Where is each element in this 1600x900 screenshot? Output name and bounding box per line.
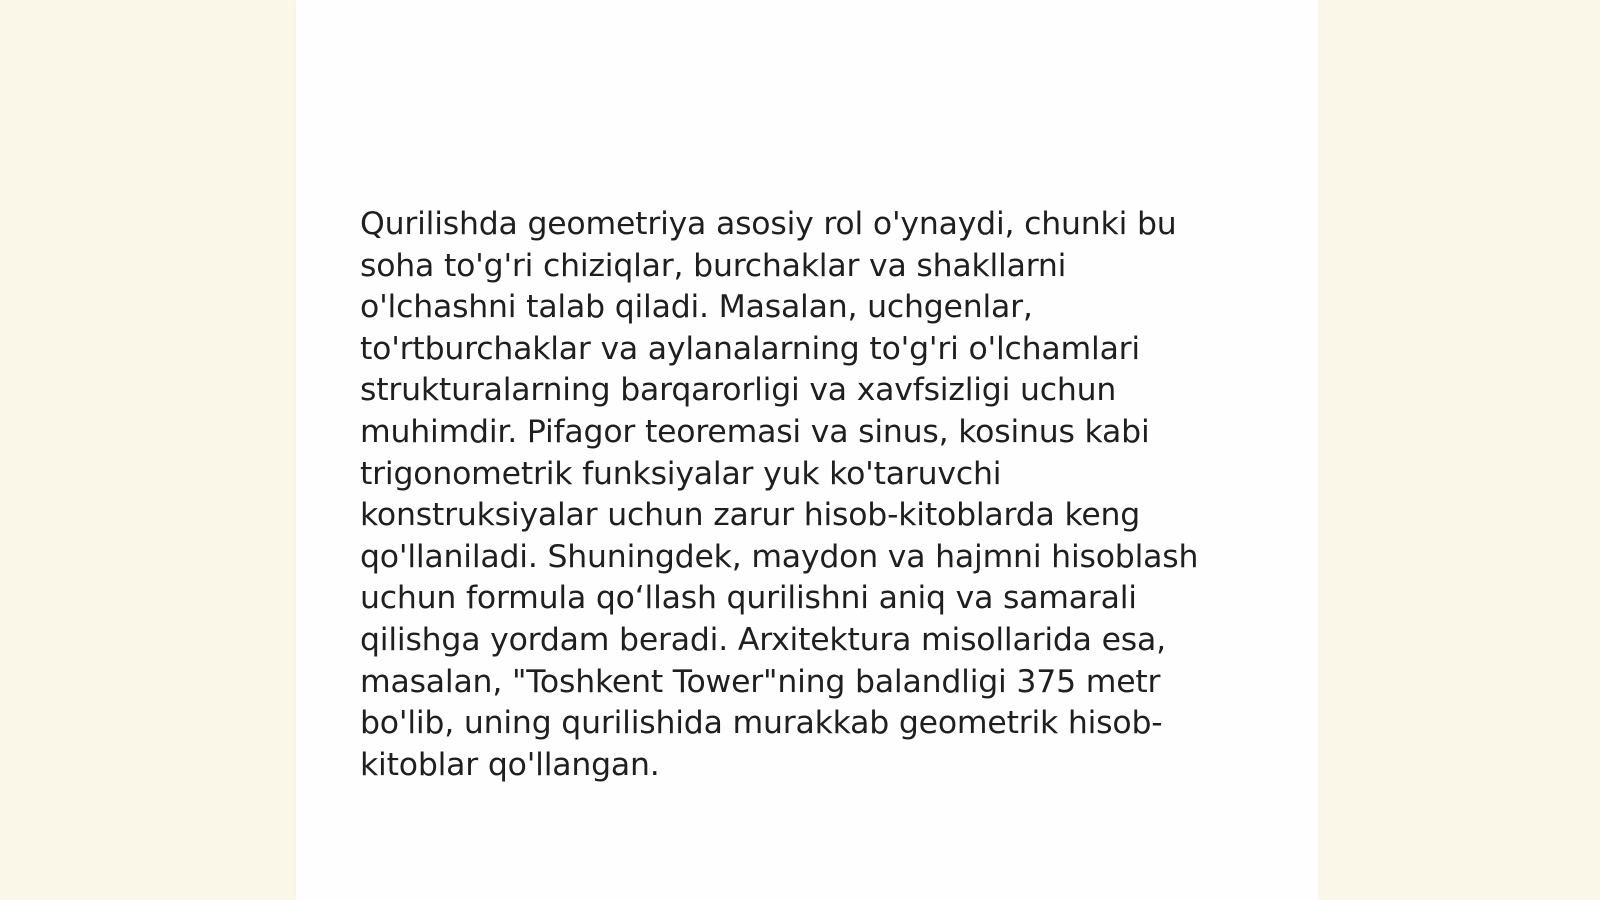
right-background-panel	[1318, 0, 1600, 900]
body-paragraph: Qurilishda geometriya asosiy rol o'ynaydi, chunki bu soha to'g'ri chiziqlar, burchaklar va shakllarni o'lchashni talab qiladi. Masalan, uchgenlar, to'rtburchaklar va aylanalarning to'g'ri o'lchamlari strukturalarning barqarorligi va xavfsizligi uchun muhimdir. Pifagor teoremasi va sinus, kosinus kabi trigonometrik funksiyalar yuk ko'taruvchi konstruksiyalar uchun zarur hisob-kitoblarda keng qo'llaniladi. Shuningdek, maydon va hajmni hisoblash uchun formula qo‘llash qurilishni aniq va samarali qilishga yordam beradi. Arxitektura misollarida esa, masalan, "Toshkent Tower"ning balandligi 375 metr bo'lib, uning qurilishida murakkab geometrik hisob- kitoblar qo'llangan.	[360, 206, 1199, 783]
left-background-panel	[0, 0, 296, 900]
